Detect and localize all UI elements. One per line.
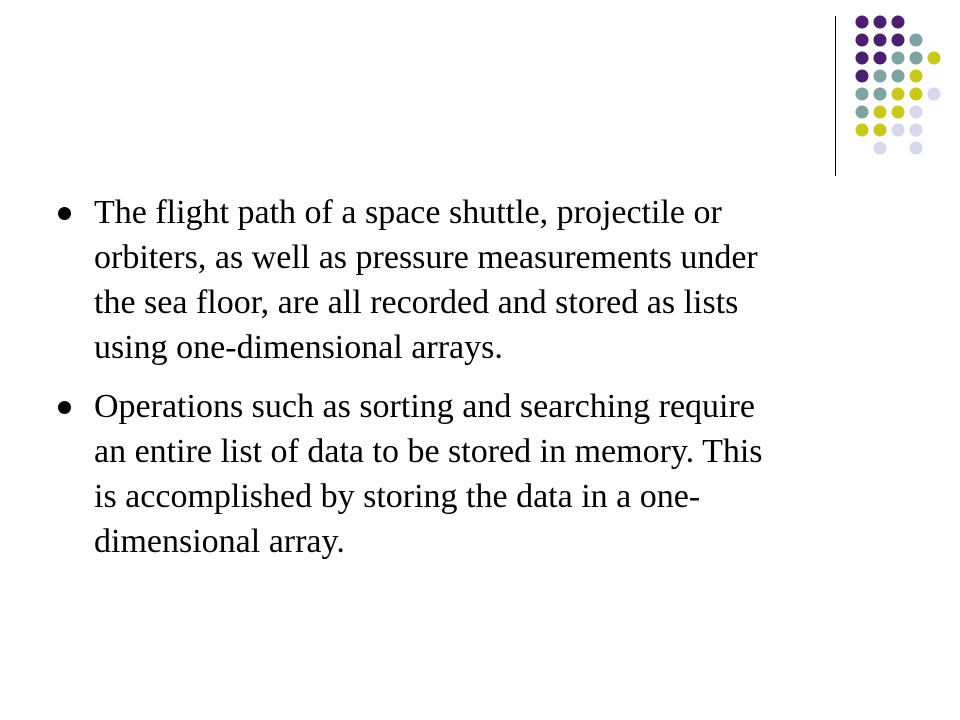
decor-dot-lavender [910, 106, 923, 119]
decor-dot-teal [910, 34, 923, 47]
bullet-item-flight-path [58, 190, 918, 370]
bullet-text: The flight path of a space shuttle, projectile or orbiters, as well as pressure measurements under the sea floor, are all recorded and stored as lists using one-dimensional arrays. [94, 194, 758, 366]
decor-dot-purple [892, 16, 905, 29]
decor-dot-lavender [928, 88, 941, 101]
bullet-item-operations [58, 384, 918, 564]
bullet-dot-icon [58, 401, 71, 414]
decor-dot-olive [892, 88, 905, 101]
decor-dot-olive [910, 70, 923, 83]
decor-dot-purple [874, 34, 887, 47]
decor-dot-purple [874, 16, 887, 29]
decor-dot-lavender [910, 142, 923, 155]
decor-dot-teal [874, 88, 887, 101]
bullet-text: Operations such as sorting and searching require an entire list of data to be stored in memory. This is accomplished by storing the data in a one- dimensional array. [94, 388, 763, 560]
decor-dot-lavender [892, 124, 905, 137]
decor-dot-olive [874, 106, 887, 119]
bullet-dot-icon [58, 207, 71, 220]
vertical-divider [835, 16, 836, 176]
decor-dot-olive [928, 52, 941, 65]
decor-dot-teal [856, 106, 869, 119]
decor-dot-purple [856, 52, 869, 65]
decor-dot-teal [892, 70, 905, 83]
decor-dot-olive [910, 88, 923, 101]
decor-dot-olive [892, 106, 905, 119]
decor-dot-purple [856, 70, 869, 83]
bullet-list [58, 190, 918, 578]
decor-dot-purple [856, 34, 869, 47]
decor-dot-teal [874, 70, 887, 83]
decor-dot-olive [874, 124, 887, 137]
decor-dot-purple [856, 16, 869, 29]
decor-dot-purple [874, 52, 887, 65]
decorative-dot-grid [0, 0, 960, 180]
decor-dot-teal [892, 52, 905, 65]
decor-dot-teal [856, 88, 869, 101]
decor-dot-purple [892, 34, 905, 47]
decor-dot-olive [856, 124, 869, 137]
decor-dot-teal [910, 52, 923, 65]
decor-dot-lavender [910, 124, 923, 137]
decor-dot-lavender [874, 142, 887, 155]
